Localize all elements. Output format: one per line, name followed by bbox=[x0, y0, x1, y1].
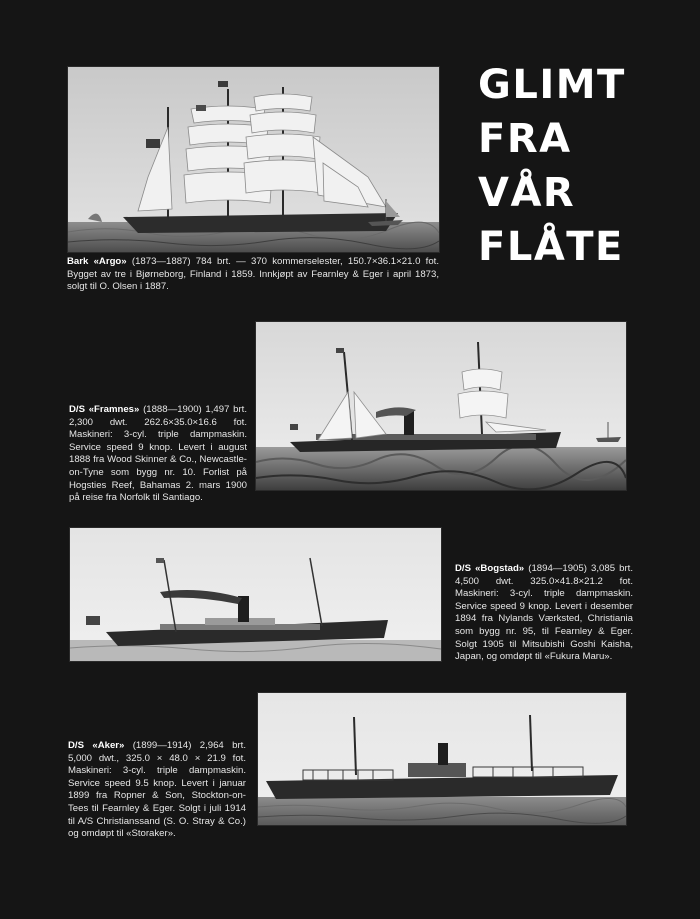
steamship-illustration bbox=[256, 322, 626, 490]
photo-ds-aker bbox=[257, 692, 627, 826]
ship-details: (1899—1914) 2,964 brt. 5,000 dwt., 325.0 × 48.0 × 21.9 fot. Maskineri: 3-cyl. triple dampmaskin. Service speed 9.5 knop. Levert i januar 1899 fra Ropner & Son, Stockton-on-Tees til Fearnley & Eger. Solgt i juli 1914 til A/S Christianssand (S. O. Stray & Co.) og omdøpt til «Storaker». bbox=[68, 740, 246, 840]
ship-details: (1873—1887) 784 brt. — 370 kommerselester, 150.7×36.1×21.0 fot. Bygget av tre i Bjørneborg, Finland i 1859. Innkjøpt av Fearnley & Eger i april 1873, solgt til O. Olsen i 1887. bbox=[67, 256, 439, 293]
ship-name: Bark «Argo» bbox=[67, 256, 127, 267]
ship-details: (1888—1900) 1,497 brt. 2,300 dwt. 262.6×35.0×16.6 fot. Maskineri: 3-cyl. triple dampmaskin. Service speed 9 knop. Levert i august 1888 fra Wood Skinner & Co., Newcastle-on-Tyne som bygg nr. 10. Forlist på Hogsties Reef, Bahamas 2. mars 1900 på reise fra Norfolk til Santiago. bbox=[69, 404, 247, 504]
title-line-4: FLÅTE bbox=[478, 224, 624, 270]
steamship-photo bbox=[258, 693, 626, 825]
ship-name: D/S «Aker» bbox=[68, 740, 125, 751]
photo-ds-bogstad bbox=[69, 527, 442, 662]
photo-bark-argo bbox=[67, 66, 440, 253]
ship-name: D/S «Framnes» bbox=[69, 404, 140, 415]
ship-name: D/S «Bogstad» bbox=[455, 563, 525, 574]
title-line-3: VÅR bbox=[478, 170, 576, 216]
title-line-2: FRA bbox=[478, 116, 572, 162]
page-title bbox=[478, 58, 638, 274]
caption-ds-bogstad bbox=[455, 563, 633, 664]
caption-ds-aker bbox=[68, 740, 246, 841]
steamship-illustration bbox=[70, 528, 441, 661]
photo-ds-framnes bbox=[255, 321, 627, 491]
sailing-ship-illustration bbox=[68, 67, 439, 252]
caption-ds-framnes bbox=[69, 404, 247, 505]
caption-bark-argo bbox=[67, 256, 439, 294]
title-line-1: GLIMT bbox=[478, 62, 626, 108]
ship-details: (1894—1905) 3,085 brt. 4,500 dwt. 325.0×41.8×21.2 fot. Maskineri: 3-cyl. triple dampmaskin. Service speed 9 knop. Levert i desember 1894 fra Nylands Værksted, Christiania som bygg nr. 95, til Fearnley & Eger. Solgt 1905 til Mitsubishi Goshi Kaisha, Japan, og omdøpt til «Fukura Maru». bbox=[455, 563, 633, 663]
